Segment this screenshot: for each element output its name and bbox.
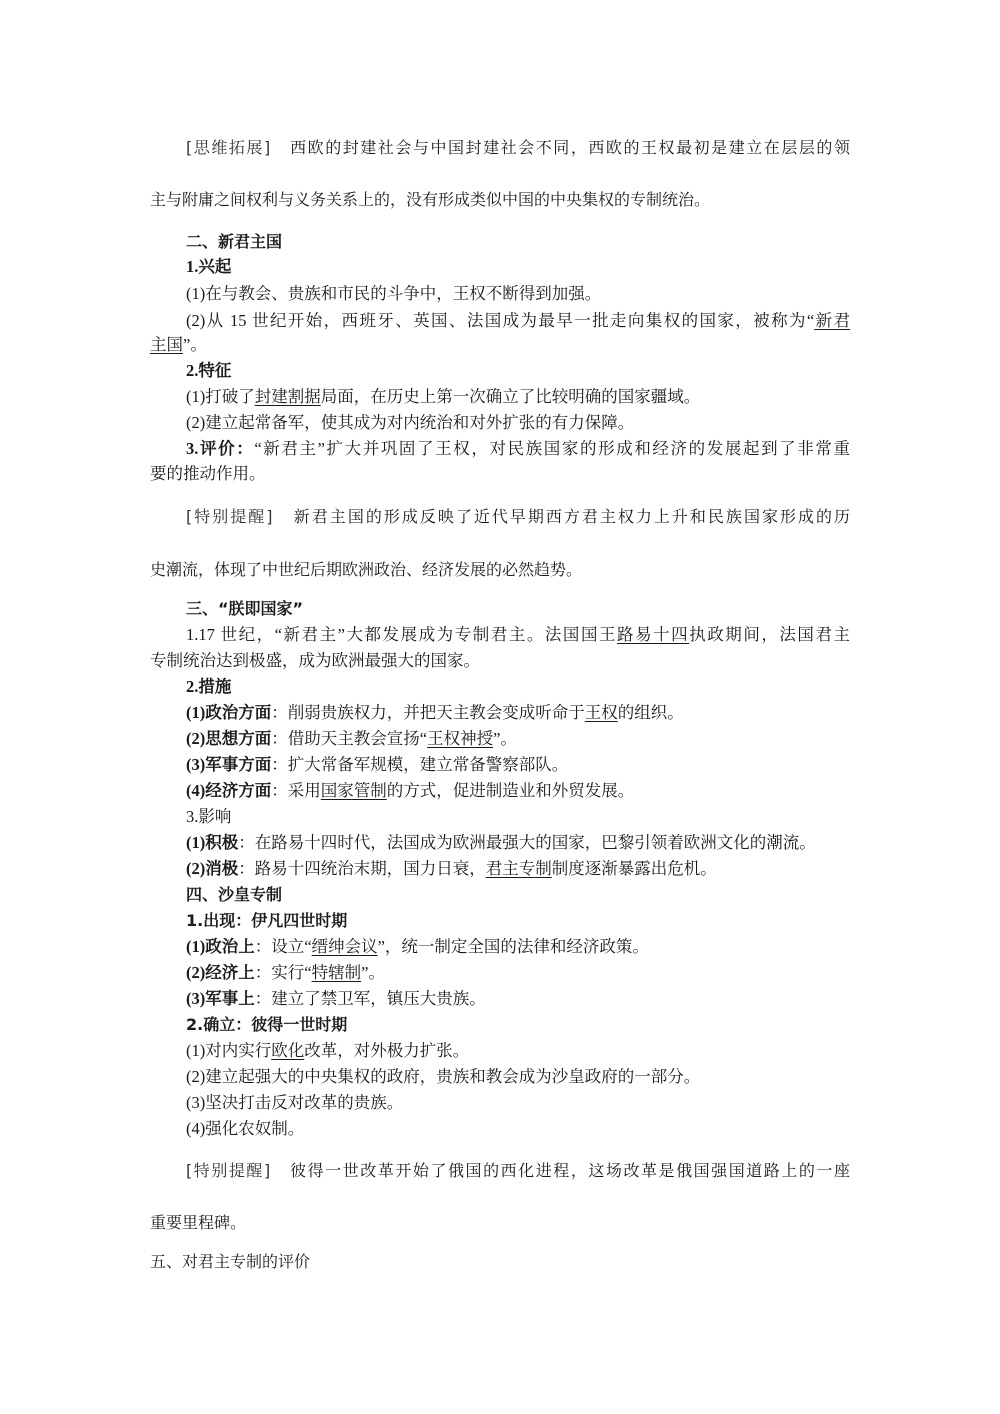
measures-item-4: (4)经济方面：采用国家管制的方式，促进制造业和外贸发展。 — [186, 781, 635, 800]
establishment-item-3: (3)坚决打击反对改革的贵族。 — [186, 1093, 404, 1112]
emergence-item-2: (2)经济上：实行“特辖制”。 — [186, 963, 385, 982]
special-reminder-tag: [特别提醒] — [186, 1161, 271, 1180]
rise-item-1: (1)在与教会、贵族和市民的斗争中，王权不断得到加强。 — [186, 284, 602, 303]
measures-item-1: (1)政治方面：削弱贵族权力，并把天主教会变成听命于王权的组织。 — [186, 703, 684, 722]
establishment-item-2: (2)建立起强大的中央集权的政府，贵族和教会成为沙皇政府的一部分。 — [186, 1067, 701, 1086]
thinking-extension-line-1: [思维拓展] 西欧的封建社会与中国封建社会不同，西欧的王权最初是建立在层层的领 — [186, 138, 850, 157]
special-reminder-tag: [特别提醒] — [186, 507, 273, 526]
establishment-item-4: (4)强化农奴制。 — [186, 1119, 305, 1138]
subheading-measures: 2.措施 — [186, 677, 232, 696]
underlined-term: 封建割据 — [254, 387, 321, 406]
subheading-impact: 3.影响 — [186, 807, 232, 826]
underlined-term: 王权神授 — [427, 729, 494, 748]
subheading-features: 2.特征 — [186, 361, 232, 380]
features-item-1: (1)打破了封建割据局面，在历史上第一次确立了比较明确的国家疆域。 — [186, 387, 701, 406]
underlined-term: 缙绅会议 — [311, 937, 378, 956]
special-reminder-2-line-1: [特别提醒] 彼得一世改革开始了俄国的西化进程，这场改革是俄国强国道路上的一座 — [186, 1161, 850, 1180]
rise-item-2-line-1: (2)从 15 世纪开始，西班牙、英国、法国成为最早一批走向集权的国家，被称为“新君 — [186, 311, 850, 330]
measures-item-3: (3)军事方面：扩大常备军规模，建立常备警察部队。 — [186, 755, 569, 774]
underlined-term: 王权 — [584, 703, 618, 722]
establishment-item-1: (1)对内实行欧化改革，对外极力扩张。 — [186, 1041, 470, 1060]
features-item-2: (2)建立起常备军，使其成为对内统治和对外扩张的有力保障。 — [186, 413, 635, 432]
special-reminder-1-line-1: [特别提醒] 新君主国的形成反映了近代早期西方君主权力上升和民族国家形成的历 — [186, 507, 850, 526]
subheading-rise: 1.兴起 — [186, 257, 232, 276]
evaluation-line-1: 3.评价：“新君主”扩大并巩固了王权，对民族国家的形成和经济的发展起到了非常重 — [186, 439, 850, 458]
measures-item-2: (2)思想方面：借助天主教会宣扬“王权神授”。 — [186, 729, 517, 748]
underlined-term: 主国 — [150, 335, 183, 354]
special-reminder-2-line-2: 重要里程碑。 — [150, 1213, 247, 1232]
evaluation-line-2: 要的推动作用。 — [150, 464, 266, 483]
section-heading-evaluation: 五、对君主专制的评价 — [150, 1252, 311, 1271]
emergence-item-1: (1)政治上：设立“缙绅会议”，统一制定全国的法律和经济政策。 — [186, 937, 649, 956]
special-reminder-1-line-2: 史潮流，体现了中世纪后期欧洲政治、经济发展的必然趋势。 — [150, 560, 583, 579]
subheading-emergence: 1.出现：伊凡四世时期 — [186, 911, 348, 930]
impact-item-2: (2)消极：路易十四统治末期，国力日衰，君主专制制度逐渐暴露出危机。 — [186, 859, 717, 878]
underlined-term: 新君 — [814, 311, 850, 330]
impact-item-1: (1)积极：在路易十四时代，法国成为欧洲最强大的国家，巴黎引领着欧洲文化的潮流。 — [186, 833, 816, 852]
thinking-extension-tag: [思维拓展] — [186, 138, 271, 157]
underlined-term: 欧化 — [271, 1041, 305, 1060]
rise-item-2-line-2: 主国”。 — [150, 335, 207, 354]
section-heading-new-monarchy: 二、新君主国 — [186, 232, 283, 251]
section-heading-tsarist-autocracy: 四、沙皇专制 — [186, 885, 283, 904]
section-heading-state-is-me: 三、“朕即国家” — [186, 599, 304, 618]
underlined-term: 路易十四 — [617, 625, 690, 644]
underlined-term: 君主专制 — [485, 859, 552, 878]
underlined-term: 特辖制 — [311, 963, 362, 982]
emergence-item-3: (3)军事上：建立了禁卫军，镇压大贵族。 — [186, 989, 486, 1008]
state-intro-line-1: 1.17 世纪，“新君主”大都发展成为专制君主。法国国王路易十四执政期间，法国君主 — [186, 625, 851, 644]
subheading-establishment: 2.确立：彼得一世时期 — [186, 1015, 348, 1034]
thinking-extension-line-2: 主与附庸之间权利与义务关系上的，没有形成类似中国的中央集权的专制统治。 — [150, 190, 711, 209]
underlined-term: 国家管制 — [320, 781, 387, 800]
state-intro-line-2: 专制统治达到极盛，成为欧洲最强大的国家。 — [150, 651, 480, 670]
